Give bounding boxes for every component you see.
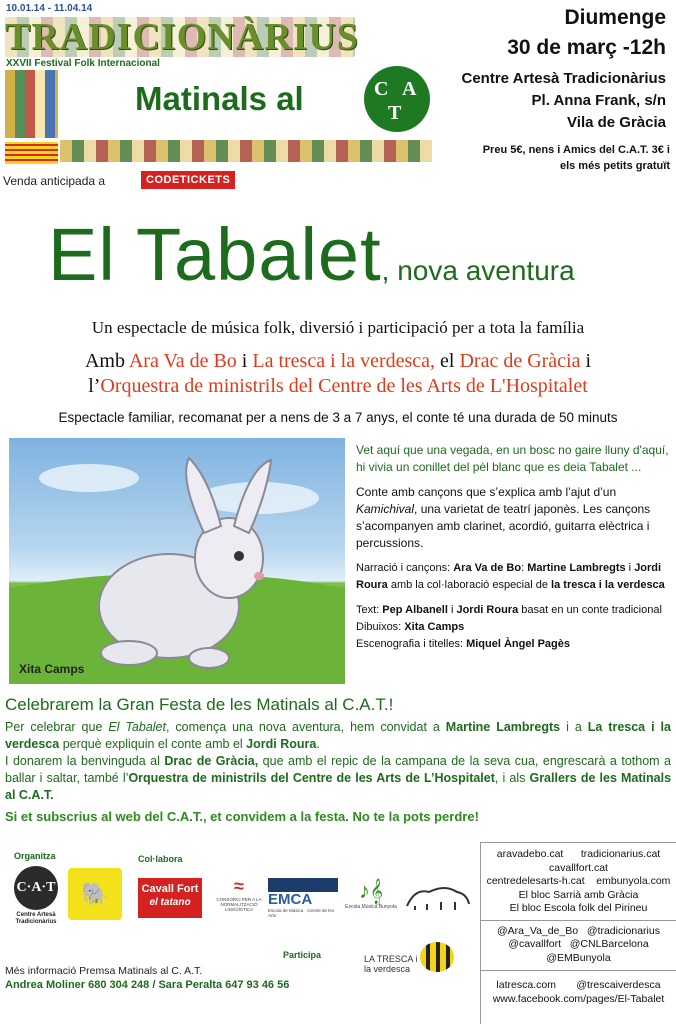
show-subtitle: Un espectacle de música folk, diversió i participació per a tota la família <box>91 318 585 337</box>
festa-p2 <box>5 753 671 804</box>
festa-l2-c: que amb el repic de la campana de la seva cua, engrescarà a tothom a ballar i saltar, també l’ <box>5 754 672 785</box>
story-p2-c: : <box>521 562 528 574</box>
bee-icon <box>420 942 454 972</box>
story-intro: Vet aquí que una vegada, en un bosc no gaire lluny d'aquí, hi vivia un conillet del pèl blanc que es deia Tabalet ... <box>356 443 669 474</box>
cast-and-1: i <box>236 350 253 372</box>
cpnl-text: CONSORCI PER A LA NORMALITZACIÓ LINGÜÍSTICA <box>216 897 262 912</box>
story-p4-a: Dibuixos: <box>356 621 405 633</box>
show-title <box>48 212 575 297</box>
festa-l2-f: Grallers de les Matinals al C.A.T. <box>5 771 672 802</box>
event-price-1: Preu 5€, nens i Amics del C.A.T. 3€ i <box>482 144 670 156</box>
more-info: Més informació Premsa Matinals al C. A.T. <box>5 965 203 977</box>
story-p2-h: la tresca i la verdesca <box>551 579 665 591</box>
story-p2-f: Jordi Roura <box>356 562 662 591</box>
story-p1-a: Conte amb cançons que s’explica amb l’ajut d’un <box>356 485 617 499</box>
story-p2 <box>356 560 674 594</box>
cat-logo-c: C <box>374 78 389 100</box>
story-p3 <box>356 602 674 619</box>
cast-drac-gracia: Drac de Gràcia <box>459 350 581 372</box>
festa-l1-d: i a <box>560 720 588 734</box>
tresca-logo <box>350 940 460 976</box>
story-p4 <box>356 619 674 636</box>
show-title-suffix: , nova aventura <box>381 255 575 286</box>
story-p2-d: Martine Lambregts <box>527 562 626 574</box>
festa-l1-g: Jordi Roura <box>246 737 317 751</box>
link-line-1[interactable]: cavallfort.cat <box>549 861 608 874</box>
cat-logo-t: T <box>388 102 402 124</box>
festival-subtitle: XXVII Festival Folk Internacional <box>6 58 160 69</box>
cast-and-2: i <box>580 350 592 372</box>
event-day: Diumenge <box>564 6 666 29</box>
story-p2-b: Ara Va de Bo <box>453 562 522 574</box>
cast-line-1 <box>0 350 676 373</box>
festa-l1-e: La tresca i la verdesca <box>5 720 671 751</box>
cast-line-2 <box>0 375 676 398</box>
rabbit-icon <box>9 438 345 684</box>
link-line-4[interactable]: El bloc Escola folk del Pirineu <box>509 902 648 914</box>
festa-cta: Si et subscrius al web del C.A.T., et convidem a la festa. No te la pots perdre! <box>5 809 479 824</box>
social-line-1[interactable]: @cavallfort @CNLBarcelona <box>508 938 649 950</box>
festa-l2-d: Orquestra de ministrils del Centre de les Arts de L’Hospitalet <box>128 771 495 785</box>
story-p5-a: Escenografia i titelles: <box>356 638 467 650</box>
cat-logo-a: A <box>402 78 417 100</box>
links-box <box>480 842 676 1024</box>
festa-p1 <box>5 719 671 753</box>
tresca-logo-text: LA TRESCA i la verdesca <box>364 954 418 974</box>
festa-l1-c: Martine Lambregts <box>445 720 561 734</box>
org-logo-text: Centre Artesà Tradicionàrius <box>15 912 57 925</box>
story-p2-e: i <box>625 562 635 574</box>
social-line-2[interactable]: @EMBunyola <box>546 951 611 964</box>
cast-la-tresca: La tresca i la verdesca, <box>252 350 436 372</box>
organitza-label: Organitza <box>14 851 56 861</box>
ara-va-de-bo-logo: 🐘 <box>68 868 122 920</box>
story-p3-b: Pep Albanell <box>382 604 448 616</box>
story-p5-b: Miquel Àngel Pagès <box>466 638 570 650</box>
decor-tile-bar <box>60 140 432 162</box>
decor-tile-strip <box>5 70 58 138</box>
link-line-2[interactable]: centredelesarts-h.cat embunyola.com <box>486 875 671 887</box>
festa-l1-b: , comença una nova aventura, hem convidat a <box>165 720 446 734</box>
social-line-0[interactable]: @Ara_Va_de_Bo @tradicionarius <box>497 924 660 937</box>
story-p1-em: Kamichival <box>356 502 415 516</box>
codetickets-logo[interactable]: CODETICKETS <box>141 171 235 189</box>
event-district: Vila de Gràcia <box>567 114 666 131</box>
emca-logo <box>268 878 338 920</box>
drac-logo <box>405 880 471 914</box>
rabbit-illustration <box>9 438 345 684</box>
festa-l1-a: Per celebrar que <box>5 720 109 734</box>
event-price-2: els més petits gratuït <box>559 160 670 172</box>
festa-l2-e: , i als <box>494 771 530 785</box>
event-address: Pl. Anna Frank, s/n <box>531 92 666 109</box>
emca-text: EMCA <box>268 891 313 908</box>
web-line-2[interactable]: www.facebook.com/pages/El-Tabalet <box>492 992 665 1005</box>
show-title-main: El Tabalet <box>48 213 382 296</box>
cavall-fort-logo <box>138 878 202 918</box>
story-p5 <box>356 636 674 653</box>
cat-logo <box>364 66 430 132</box>
event-venue: Centre Artesà Tradicionàrius <box>461 70 666 87</box>
cast-ara-va-de-bo: Ara Va de Bo <box>128 350 237 372</box>
story-p4-b: Xita Camps <box>404 621 465 633</box>
cast-el: el <box>435 350 460 372</box>
story-p2-a: Narració i cançons: <box>356 562 454 574</box>
story-column <box>356 442 674 653</box>
press-contacts: Andrea Moliner 680 304 248 / Sara Peralta 647 93 46 56 <box>5 979 290 991</box>
festa-heading: Celebrarem la Gran Festa de les Matinals al C.A.T.! <box>5 695 394 714</box>
dragon-icon <box>405 880 471 914</box>
event-date-time: 30 de març -12h <box>507 36 666 59</box>
festa-l2-b: Drac de Gràcia, <box>164 754 259 768</box>
participa-label: Participa <box>283 950 322 960</box>
cavall-fort-text: Cavall Fort <box>141 883 199 895</box>
story-p3-c: i <box>447 604 457 616</box>
story-p1 <box>356 484 674 552</box>
story-p3-a: Text: <box>356 604 383 616</box>
cast-orquestra: Orquestra de ministrils del Centre de les Arts de L'Hospitalet <box>100 375 588 397</box>
festa-body <box>5 719 671 804</box>
musica-bunyola-text: Escola Música Bunyola <box>345 904 397 910</box>
org-cat-logo: C·A·T Centre Artesà Tradicionàrius <box>10 866 62 924</box>
colabora-label: Col·labora <box>138 854 183 864</box>
link-line-0[interactable]: aravadebo.cat tradicionarius.cat <box>496 848 661 860</box>
story-p3-d: Jordi Roura <box>456 604 519 616</box>
festival-title: TRADICIONÀRIUS <box>5 16 359 58</box>
festa-l1-h: . <box>316 737 320 751</box>
link-line-3[interactable]: El bloc Sarrià amb Gràcia <box>518 888 639 901</box>
festival-logo <box>5 16 359 58</box>
festa-l1-f: perquè expliquin el conte amb el <box>59 737 247 751</box>
matinals-label: Matinals al <box>135 80 304 117</box>
illustration-caption: Xita Camps <box>19 662 85 676</box>
cast-l: l’ <box>88 375 101 397</box>
story-p1-b: , una varietat de teatrí japonès. Les cançons s’acompanyen amb clarinet, acordió, guitarra elèctrica i percussions. <box>356 502 651 550</box>
cast-amb: Amb <box>84 350 129 372</box>
catalan-flag <box>5 142 58 164</box>
cpnl-logo: ≈ CONSORCI PER A LA NORMALITZACIÓ LINGÜÍSTICA <box>214 876 264 924</box>
story-p3-e: basat en un conte tradicional <box>518 604 662 616</box>
web-line-1[interactable]: latresca.com @trescaiverdesca <box>496 979 661 991</box>
festival-dates: 10.01.14 - 11.04.14 <box>6 3 93 14</box>
musica-bunyola-logo: ♪𝄞 Escola Música Bunyola <box>345 878 397 910</box>
festa-l2-a: I donarem la benvinguda al <box>5 754 165 768</box>
el-tatano-text: el tatano <box>149 897 191 908</box>
audience-note: Espectacle familiar, recomanat per a nens de 3 a 7 anys, el conte té una durada de 50 minuts <box>58 410 618 425</box>
festa-l1-em: El Tabalet <box>108 720 166 734</box>
presale-label: Venda anticipada a <box>3 174 106 188</box>
story-p2-g: amb la col·laboració especial de <box>387 579 552 591</box>
emca-sub: Escola de Música · Centre de les Arts <box>268 908 335 918</box>
